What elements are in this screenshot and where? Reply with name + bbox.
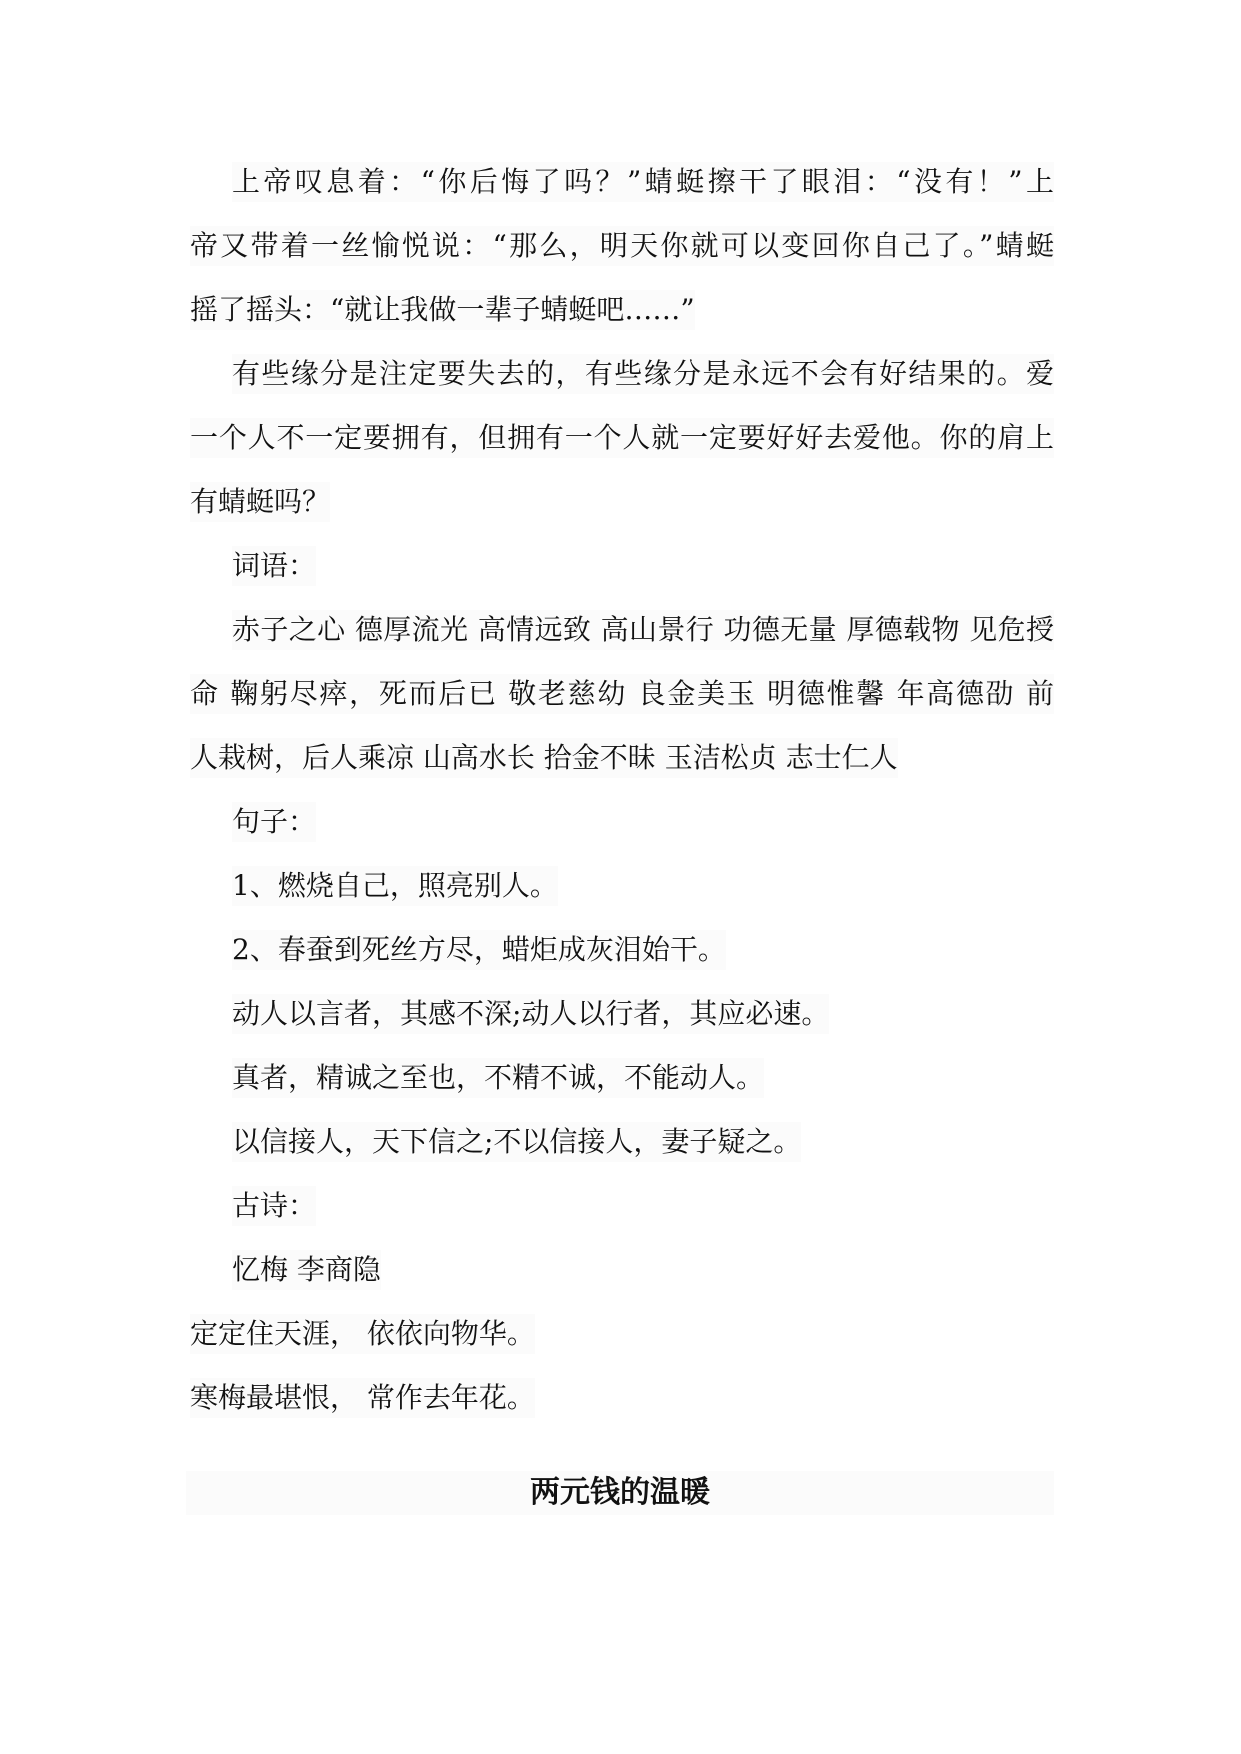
vocab-line-1: 赤子之心 德厚流光 高情远致 高山景行 功德无量 厚德载物 见危授 bbox=[232, 610, 1054, 650]
poem-line: 定定住天涯， 依依向物华。 bbox=[190, 1314, 535, 1354]
sentence-item: 以信接人，天下信之;不以信接人，妻子疑之。 bbox=[232, 1122, 801, 1162]
paragraph-1-line-1: 上帝叹息着：“你后悔了吗？”蜻蜓擦干了眼泪：“没有！”上 bbox=[232, 162, 1054, 202]
sentence-item: 真者，精诚之至也，不精不诚，不能动人。 bbox=[232, 1058, 764, 1098]
sentence-heading: 句子： bbox=[232, 802, 316, 842]
poem-line: 寒梅最堪恨， 常作去年花。 bbox=[190, 1378, 535, 1418]
paragraph-2-line-3: 有蜻蜓吗？ bbox=[190, 482, 330, 522]
poem-title: 忆梅 李商隐 bbox=[232, 1250, 381, 1290]
sentence-item: 2、春蚕到死丝方尽，蜡炬成灰泪始干。 bbox=[232, 930, 726, 970]
vocab-heading: 词语： bbox=[232, 546, 316, 586]
paragraph-2-line-2: 一个人不一定要拥有，但拥有一个人就一定要好好去爱他。你的肩上 bbox=[190, 418, 1054, 458]
paragraph-2-line-1: 有些缘分是注定要失去的，有些缘分是永远不会有好结果的。爱 bbox=[232, 354, 1054, 394]
vocab-line-2: 命 鞠躬尽瘁，死而后已 敬老慈幼 良金美玉 明德惟馨 年高德劭 前 bbox=[190, 674, 1054, 714]
vocab-line-3: 人栽树，后人乘凉 山高水长 拾金不昧 玉洁松贞 志士仁人 bbox=[190, 738, 898, 778]
paragraph-1-line-2: 帝又带着一丝愉悦说：“那么，明天你就可以变回你自己了。”蜻蜓 bbox=[190, 226, 1054, 266]
paragraph-1-line-3: 摇了摇头：“就让我做一辈子蜻蜓吧……” bbox=[190, 290, 695, 330]
sentence-item: 1、燃烧自己，照亮别人。 bbox=[232, 866, 558, 906]
article-title: 两元钱的温暖 bbox=[186, 1471, 1054, 1515]
poem-heading: 古诗： bbox=[232, 1186, 316, 1226]
sentence-item: 动人以言者，其感不深;动人以行者，其应必速。 bbox=[232, 994, 829, 1034]
